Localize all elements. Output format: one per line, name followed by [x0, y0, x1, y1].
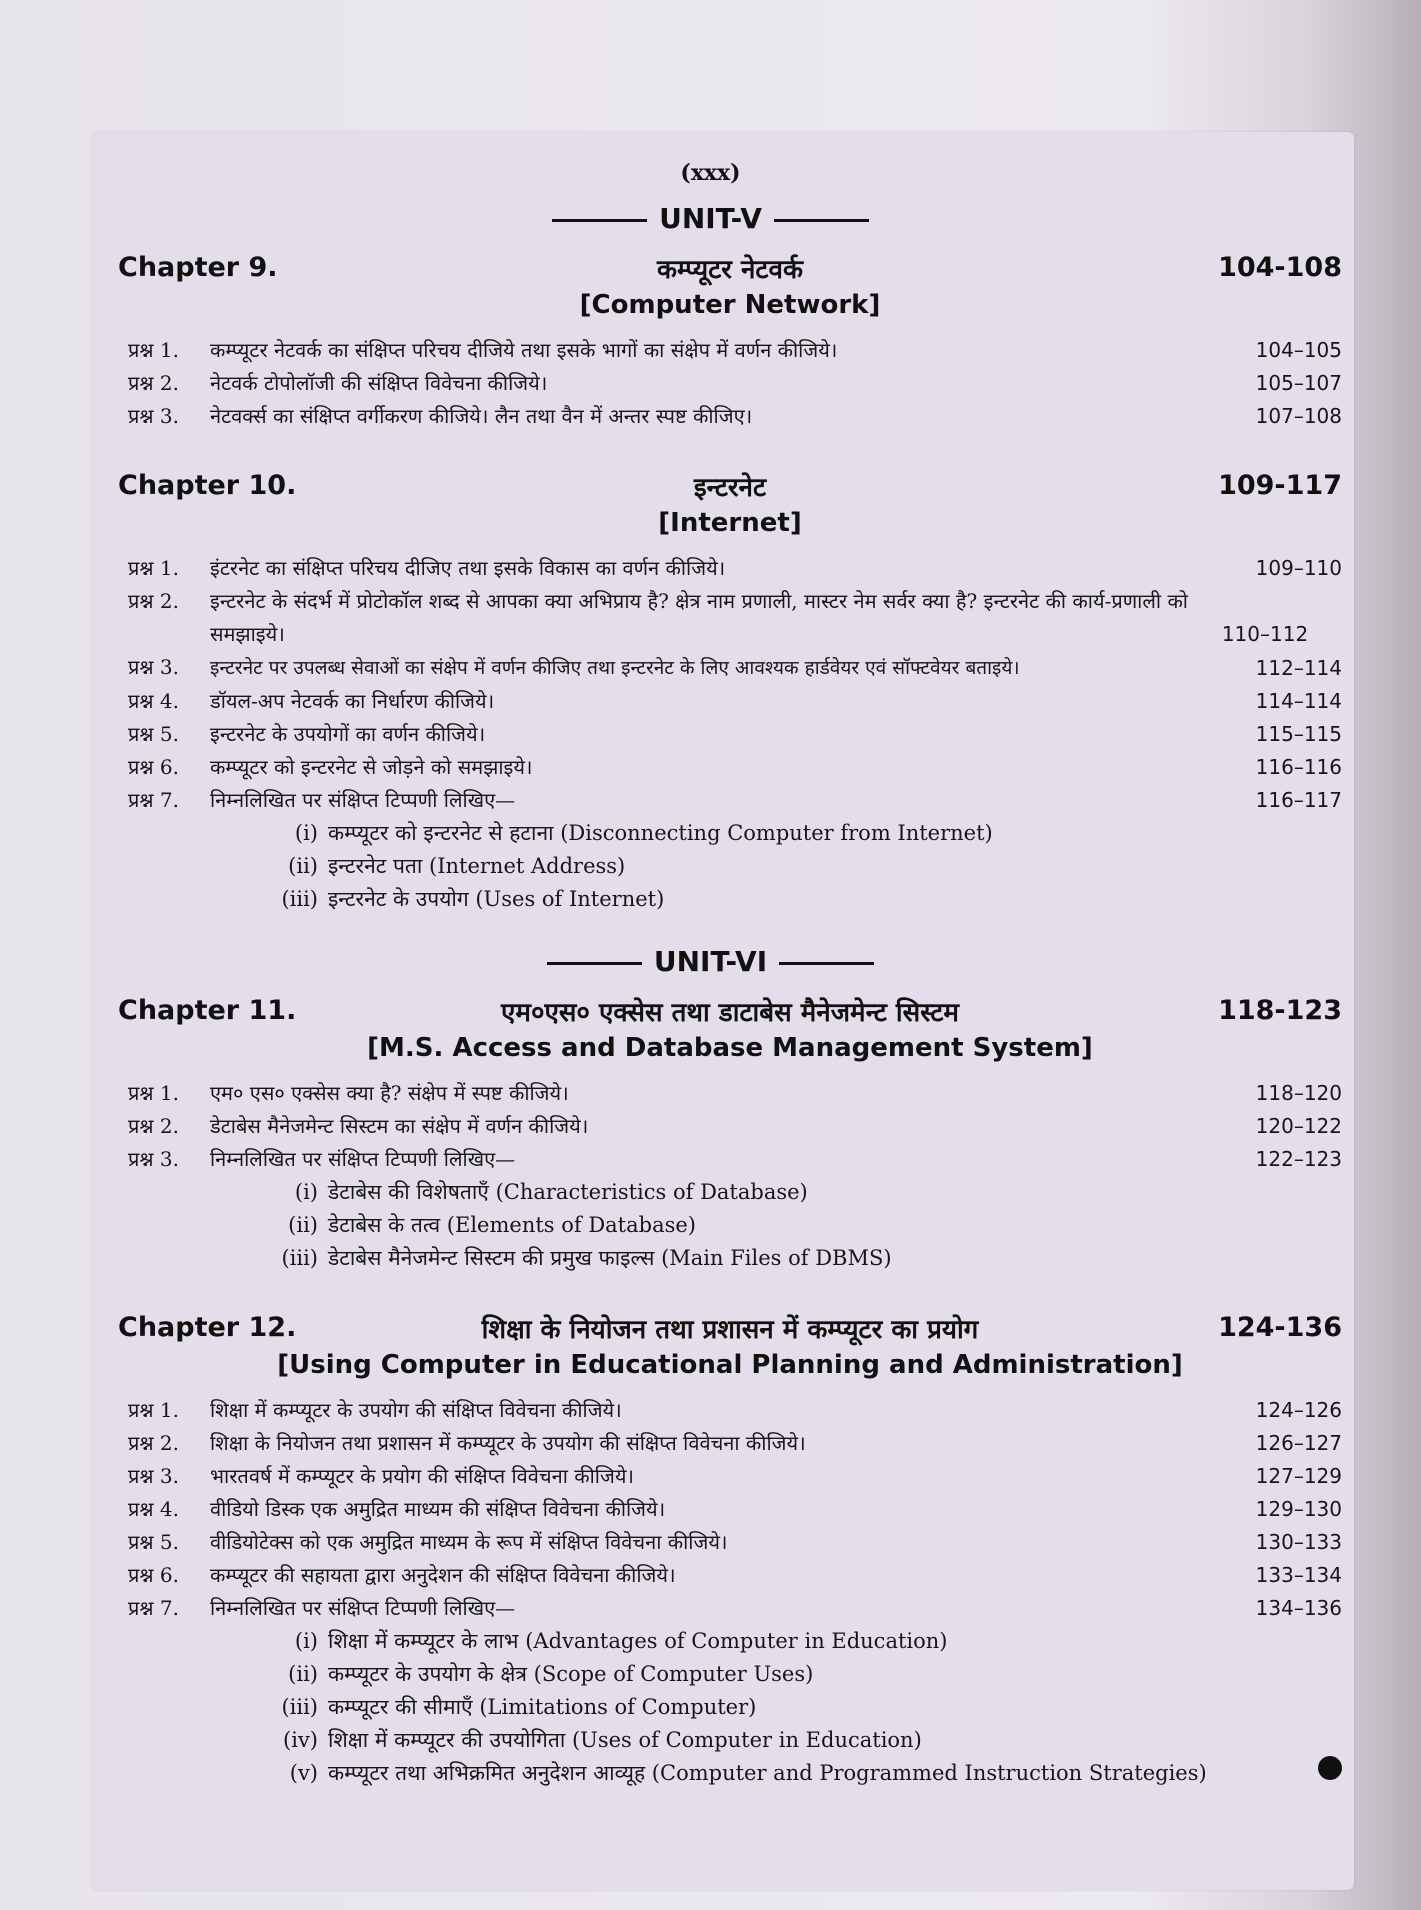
chapter-12 — [118, 1310, 1342, 1790]
sub-item-number: (v) — [289, 1761, 318, 1785]
question-pages: 105–107 — [1255, 371, 1342, 395]
question-pages: 124–126 — [1255, 1398, 1342, 1422]
question-pages: 104–105 — [1255, 338, 1342, 362]
question-item — [118, 1143, 1342, 1176]
sub-item — [268, 817, 1342, 850]
chapter-page-range: 109-117 — [1218, 470, 1342, 501]
question-item — [118, 784, 1342, 817]
question-text: भारतवर्ष में कम्प्यूटर के प्रयोग की संक्षिप्त विवेचना कीजिये। — [210, 1464, 634, 1488]
question-number: प्रश्न 2. — [128, 1431, 179, 1455]
question-text: शिक्षा के नियोजन तथा प्रशासन में कम्प्यूटर के उपयोग की संक्षिप्त विवेचना कीजिये। — [210, 1431, 806, 1455]
chapter-title-english: [M.S. Access and Database Management System] — [367, 1033, 1093, 1063]
sub-item — [268, 1176, 1342, 1209]
chapter-11 — [118, 993, 1342, 1275]
question-item — [118, 1559, 1342, 1592]
question-text: इन्टरनेट के संदर्भ में प्रोटोकॉल शब्द से आपका क्या अभिप्राय है? क्षेत्र नाम प्रणाली, मास्टर नेम सर्वर क्या है? इन्टरनेट की कार्य-प्रणाली को समझाइये। — [210, 589, 1188, 646]
question-pages: 110–112 — [1221, 622, 1309, 646]
question-pages: 109–110 — [1255, 556, 1342, 580]
sub-item-number: (ii) — [288, 1662, 318, 1686]
chapter-title-hindi: कम्प्यूटर नेटवर्क — [657, 255, 803, 285]
sub-item — [268, 883, 1342, 916]
sub-item-text: शिक्षा में कम्प्यूटर के लाभ (Advantages of Computer in Education) — [328, 1629, 948, 1653]
sub-item-text: डेटाबेस के तत्व (Elements of Database) — [328, 1213, 696, 1237]
unit-heading-rule-left — [547, 962, 642, 965]
sub-item — [268, 1757, 1342, 1790]
sub-item-number: (iii) — [281, 1695, 318, 1719]
question-item — [118, 1460, 1342, 1493]
question-text: एम० एस० एक्सेस क्या है? संक्षेप में स्पष्ट कीजिये। — [210, 1081, 569, 1105]
question-text: वीडियो डिस्क एक अमुद्रित माध्यम की संक्षिप्त विवेचना कीजिये। — [210, 1497, 666, 1521]
question-number: प्रश्न 6. — [128, 1563, 179, 1587]
chapter-title-english: [Using Computer in Educational Planning and Administration] — [277, 1350, 1183, 1380]
question-number: प्रश्न 2. — [128, 371, 179, 395]
question-text: निम्नलिखित पर संक्षिप्त टिप्पणी लिखिए— — [210, 1147, 516, 1171]
question-text: शिक्षा में कम्प्यूटर के उपयोग की संक्षिप्त विवेचना कीजिये। — [210, 1398, 622, 1422]
unit-heading — [0, 202, 1421, 235]
question-item — [118, 651, 1342, 685]
question-number: प्रश्न 2. — [128, 1114, 179, 1138]
question-text: नेटवर्क टोपोलॉजी की संक्षिप्त विवेचना कीजिये। — [210, 371, 548, 395]
unit-heading-rule-right — [774, 219, 869, 222]
question-item — [118, 585, 1342, 651]
chapter-title-english: [Internet] — [658, 508, 802, 538]
chapter-title-hindi: शिक्षा के नियोजन तथा प्रशासन में कम्प्यूटर का प्रयोग — [481, 1315, 979, 1345]
sub-item-number: (iii) — [281, 887, 318, 911]
question-number: प्रश्न 6. — [128, 755, 179, 779]
question-pages: 127–129 — [1255, 1464, 1342, 1488]
sub-item-number: (i) — [294, 1180, 318, 1204]
sub-item — [268, 1691, 1342, 1724]
question-number: प्रश्न 1. — [128, 556, 179, 580]
question-number: प्रश्न 3. — [128, 655, 179, 679]
question-pages: 122–123 — [1255, 1147, 1342, 1171]
chapter-title-hindi: एम०एस० एक्सेस तथा डाटाबेस मैनेजमेन्ट सिस्टम — [501, 998, 959, 1028]
chapter-title-english: [Computer Network] — [579, 290, 881, 320]
sub-item-text: कम्प्यूटर की सीमाएँ (Limitations of Computer) — [328, 1695, 757, 1719]
question-pages: 112–114 — [1255, 656, 1342, 680]
question-number: प्रश्न 3. — [128, 1464, 179, 1488]
question-item — [118, 1427, 1342, 1460]
question-number: प्रश्न 7. — [128, 788, 179, 812]
question-number: प्रश्न 3. — [128, 404, 179, 428]
question-item — [118, 552, 1342, 585]
question-item — [118, 1394, 1342, 1427]
question-text: कम्प्यूटर नेटवर्क का संक्षिप्त परिचय दीजिये तथा इसके भागों का संक्षेप में वर्णन कीजिये। — [210, 338, 838, 362]
question-item — [118, 334, 1342, 367]
question-item — [118, 718, 1342, 751]
chapter-label: Chapter 10. — [118, 470, 297, 501]
question-pages: 130–133 — [1255, 1530, 1342, 1554]
question-number: प्रश्न 5. — [128, 1530, 179, 1554]
question-number: प्रश्न 1. — [128, 338, 179, 362]
sub-item-text: डेटाबेस मैनेजमेन्ट सिस्टम की प्रमुख फाइल्स (Main Files of DBMS) — [328, 1246, 892, 1270]
chapter-page-range: 104-108 — [1218, 252, 1342, 283]
question-number: प्रश्न 1. — [128, 1081, 179, 1105]
unit-heading-label: UNIT-VI — [653, 945, 768, 978]
question-number: प्रश्न 4. — [128, 1497, 179, 1521]
sub-item-number: (i) — [294, 821, 318, 845]
sub-item-text: शिक्षा में कम्प्यूटर की उपयोगिता (Uses of Computer in Education) — [328, 1728, 922, 1752]
question-number: प्रश्न 7. — [128, 1596, 179, 1620]
question-number: प्रश्न 5. — [128, 722, 179, 746]
question-pages: 115–115 — [1255, 722, 1342, 746]
chapter-label: Chapter 9. — [118, 252, 278, 283]
question-pages: 126–127 — [1255, 1431, 1342, 1455]
question-number: प्रश्न 4. — [128, 689, 179, 713]
page-number: (xxx) — [680, 160, 741, 186]
sub-item-text: इन्टरनेट पता (Internet Address) — [328, 854, 626, 878]
question-text: नेटवर्क्स का संक्षिप्त वर्गीकरण कीजिये। लैन तथा वैन में अन्तर स्पष्ट कीजिए। — [210, 404, 753, 428]
question-item — [118, 1077, 1342, 1110]
chapter-label: Chapter 11. — [118, 995, 297, 1026]
chapter-page-range: 124-136 — [1218, 1312, 1342, 1343]
sub-item-number: (iv) — [283, 1728, 318, 1752]
sub-item — [268, 1658, 1342, 1691]
question-text: निम्नलिखित पर संक्षिप्त टिप्पणी लिखिए— — [210, 788, 516, 812]
question-item — [118, 1526, 1342, 1559]
sub-item-text: डेटाबेस की विशेषताएँ (Characteristics of Database) — [328, 1180, 808, 1204]
question-pages: 107–108 — [1255, 404, 1342, 428]
sub-item-number: (i) — [294, 1629, 318, 1653]
question-item — [118, 400, 1342, 433]
sub-item-text: कम्प्यूटर के उपयोग के क्षेत्र (Scope of Computer Uses) — [328, 1662, 814, 1686]
question-pages: 118–120 — [1255, 1081, 1342, 1105]
question-text: डेटाबेस मैनेजमेन्ट सिस्टम का संक्षेप में वर्णन कीजिये। — [210, 1114, 589, 1138]
question-item — [118, 751, 1342, 784]
question-text: वीडियोटेक्स को एक अमुद्रित माध्यम के रूप में संक्षिप्त विवेचना कीजिये। — [210, 1530, 728, 1554]
question-pages: 116–116 — [1255, 755, 1342, 779]
sub-item-text: इन्टरनेट के उपयोग (Uses of Internet) — [328, 887, 665, 911]
question-number: प्रश्न 1. — [128, 1398, 179, 1422]
sub-item — [268, 1625, 1342, 1658]
question-item — [118, 1592, 1342, 1625]
question-pages: 120–122 — [1255, 1114, 1342, 1138]
chapter-label: Chapter 12. — [118, 1312, 297, 1343]
sub-item-text: कम्प्यूटर तथा अभिक्रमित अनुदेशन आव्यूह (Computer and Programmed Instruction Strategies) — [328, 1761, 1207, 1785]
question-text: इन्टरनेट पर उपलब्ध सेवाओं का संक्षेप में वर्णन कीजिए तथा इन्टरनेट के लिए आवश्यक हार्डवेयर एवं सॉफ्टवेयर बताइये। — [210, 657, 1020, 679]
question-pages: 114–114 — [1255, 689, 1342, 713]
question-pages: 116–117 — [1255, 788, 1342, 812]
chapter-9 — [118, 250, 1342, 433]
question-number: प्रश्न 3. — [128, 1147, 179, 1171]
question-number: प्रश्न 2. — [128, 589, 179, 613]
question-pages: 129–130 — [1255, 1497, 1342, 1521]
question-pages: 134–136 — [1255, 1596, 1342, 1620]
question-item — [118, 1493, 1342, 1526]
sub-item-number: (iii) — [281, 1246, 318, 1270]
sub-item — [268, 1209, 1342, 1242]
unit-heading-rule-left — [552, 219, 647, 222]
bullet-dot — [1318, 1756, 1342, 1780]
question-pages: 133–134 — [1255, 1563, 1342, 1587]
question-text: निम्नलिखित पर संक्षिप्त टिप्पणी लिखिए— — [210, 1596, 516, 1620]
question-text: इंटरनेट का संक्षिप्त परिचय दीजिए तथा इसके विकास का वर्णन कीजिये। — [210, 556, 726, 580]
chapter-title-hindi: इन्टरनेट — [693, 473, 767, 503]
question-text: इन्टरनेट के उपयोगों का वर्णन कीजिये। — [210, 722, 486, 746]
sub-item — [268, 850, 1342, 883]
question-item — [118, 367, 1342, 400]
sub-item-number: (ii) — [288, 854, 318, 878]
sub-item — [268, 1724, 1342, 1757]
sub-item-text: कम्प्यूटर को इन्टरनेट से हटाना (Disconnecting Computer from Internet) — [328, 821, 993, 845]
question-item — [118, 685, 1342, 718]
question-text: डॉयल-अप नेटवर्क का निर्धारण कीजिये। — [210, 689, 495, 713]
question-item — [118, 1110, 1342, 1143]
question-text: कम्प्यूटर को इन्टरनेट से जोड़ने को समझाइये। — [210, 755, 533, 779]
chapter-page-range: 118-123 — [1218, 995, 1342, 1026]
unit-heading-label: UNIT-V — [659, 202, 762, 235]
unit-heading — [0, 945, 1421, 978]
sub-item-number: (ii) — [288, 1213, 318, 1237]
unit-heading-rule-right — [779, 962, 874, 965]
chapter-10 — [118, 468, 1342, 916]
question-text: कम्प्यूटर की सहायता द्वारा अनुदेशन की संक्षिप्त विवेचना कीजिये। — [210, 1563, 676, 1587]
sub-item — [268, 1242, 1342, 1275]
